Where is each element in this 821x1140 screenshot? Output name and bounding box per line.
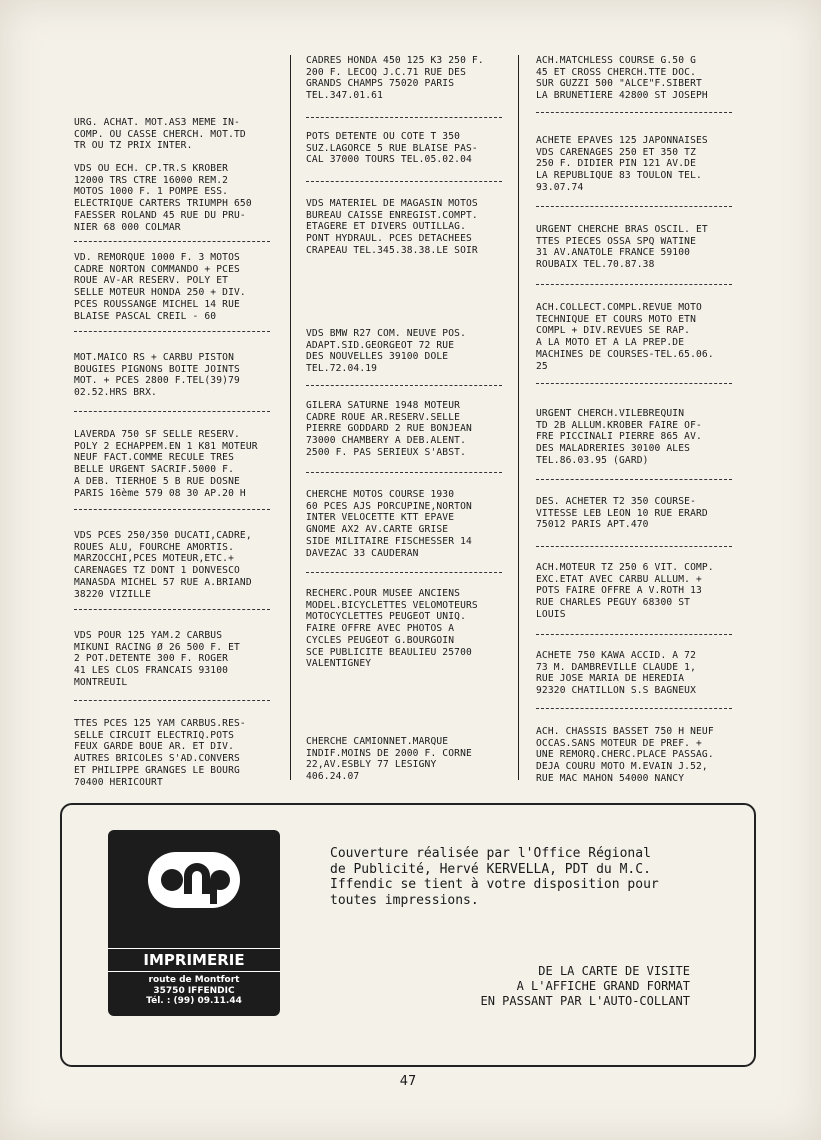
ad-separator: [536, 634, 732, 635]
logo-address-line: route de Montfort: [148, 975, 240, 985]
classified-ad: ACH.MOTEUR TZ 250 6 VIT. COMP. EXC.ETAT AVEC CARBU ALLUM. + POTS FAIRE OFFRE A V.ROTH 13 RUE CHARLES PEGUY 68300 ST LOUIS: [536, 562, 714, 620]
cover-credits: Couverture réalisée par l'Office Régional de Publicité, Hervé KERVELLA, PDT du M.C. Iffendic se tient à votre disposition pour toutes impressions.: [330, 846, 659, 908]
classified-ad: POTS DETENTE OU COTE T 350 SUZ.LAGORCE 5 RUE BLAISE PAS- CAL 37000 TOURS TEL.05.02.04: [306, 131, 478, 166]
classified-ad: VDS PCES 250/350 DUCATI,CADRE, ROUES ALU, FOURCHE AMORTIS. MARZOCCHI,PCES MOTEUR,ETC.+ CARENAGES TZ DONT 1 DONVESCO MANASDA MICHEL 57 RUE A.BRIAND 38220 VIZILLE: [74, 530, 252, 600]
logo-title: IMPRIMERIE: [108, 948, 280, 972]
column-rule: [290, 55, 291, 780]
classified-ad: DES. ACHETER T2 350 COURSE- VITESSE LEB LEON 10 RUE ERARD 75012 PARIS APT.470: [536, 496, 708, 531]
orp-logo-icon: [148, 852, 240, 908]
ad-separator: [74, 241, 270, 242]
classified-ad: URGENT CHERCHE BRAS OSCIL. ET TTES PIECES OSSA SPQ WATINE 31 AV.ANATOLE FRANCE 59100 ROUBAIX TEL.70.87.38: [536, 224, 708, 271]
classified-ad: LAVERDA 750 SF SELLE RESERV. POLY 2 ECHAPPEM.EN 1 K81 MOTEUR NEUF FACT.COMME RECULE TRES BELLE URGENT SACRIF.5000 F. A DEB. TIERHOE 5 B RUE DOSNE PARIS 16ème 579 08 30 AP.20 H: [74, 429, 258, 499]
ad-separator: [306, 472, 502, 473]
classified-ad: VD. REMORQUE 1000 F. 3 MOTOS CADRE NORTON COMMANDO + PCES ROUE AV-AR RESERV. POLY ET SELLE MOTEUR HONDA 250 + DIV. PCES ROUSSANGE MICHEL 14 RUE BLAISE PASCAL CREIL - 60: [74, 252, 246, 322]
ad-separator: [74, 331, 270, 332]
classified-ad: URGENT CHERCH.VILEBREQUIN TD 2B ALLUM.KROBER FAIRE OF- FRE PICCINALI PIERRE 865 AV. DES MALADRERIES 30100 ALES TEL.86.03.95 (GARD): [536, 408, 702, 466]
ad-separator: [536, 479, 732, 480]
ad-separator: [536, 546, 732, 547]
ad-separator: [74, 700, 270, 701]
classified-ad: VDS MATERIEL DE MAGASIN MOTOS BUREAU CAISSE ENREGIST.COMPT. ETAGERE ET DIVERS OUTILLAG. PONT HYDRAUL. PCES DETACHEES CRAPEAU TEL.345.38.38.LE SOIR: [306, 198, 478, 256]
ad-separator: [536, 708, 732, 709]
classified-ad: CHERCHE MOTOS COURSE 1930 60 PCES AJS PORCUPINE,NORTON INTER VELOCETTE KTT EPAVE GNOME AX2 AV.CARTE GRISE SIDE MILITAIRE FISCHESSER 14 DAVEZAC 33 CAUDERAN: [306, 489, 472, 559]
ad-separator: [306, 117, 502, 118]
classified-ad: ACH.COLLECT.COMPL.REVUE MOTO TECHNIQUE ET COURS MOTO ETN COMPL + DIV.REVUES SE RAP. A LA MOTO ET A LA PREP.DE MACHINES DE COURSES-TEL.65.06. 25: [536, 302, 714, 372]
classified-ad: CHERCHE CAMIONNET.MARQUE INDIF.MOINS DE 2000 F. CORNE 22,AV.ESBLY 77 LESIGNY 406.24.07: [306, 736, 472, 783]
printer-tagline: DE LA CARTE DE VISITE A L'AFFICHE GRAND FORMAT EN PASSANT PAR L'AUTO-COLLANT: [480, 964, 690, 1008]
ad-separator: [306, 385, 502, 386]
classified-ad: TTES PCES 125 YAM CARBUS.RES- SELLE CIRCUIT ELECTRIQ.POTS FEUX GARDE BOUE AR. ET DIV. AUTRES BRICOLES S'AD.CONVERS ET PHILIPPE GRANGES LE BOURG 70400 HERICOURT: [74, 718, 246, 788]
classified-ad: ACHETE 750 KAWA ACCID. A 72 73 M. DAMBREVILLE CLAUDE 1, RUE JOSE MARIA DE HEREDIA 92320 CHATILLON S.S BAGNEUX: [536, 650, 696, 697]
ad-separator: [306, 181, 502, 182]
ad-separator: [74, 609, 270, 610]
classified-ad: CADRES HONDA 450 125 K3 250 F. 200 F. LECOQ J.C.71 RUE DES GRANDS CHAMPS 75020 PARIS TEL.347.01.61: [306, 55, 484, 102]
page-number: 47: [399, 1074, 417, 1089]
classified-ad: ACHETE EPAVES 125 JAPONNAISES VDS CARENAGES 250 ET 350 TZ 250 F. DIDIER PIN 121 AV.DE LA REPUBLIQUE 83 TOULON TEL. 93.07.74: [536, 135, 708, 193]
classified-ad: VDS POUR 125 YAM.2 CARBUS MIKUNI RACING Ø 26 500 F. ET 2 POT.DETENTE 300 F. ROGER 41 LES CLOS FRANCAIS 93100 MONTREUIL: [74, 630, 240, 688]
ad-separator: [536, 284, 732, 285]
logo-address-line: 35750 IFFENDIC: [153, 985, 235, 996]
ad-separator: [536, 206, 732, 207]
classified-ad: MOT.MAICO RS + CARBU PISTON BOUGIES PIGNONS BOITE JOINTS MOT. + PCES 2800 F.TEL(39)79 02.52.HRS BRX.: [74, 352, 240, 399]
logo-address-line: Tél. : (99) 09.11.44: [146, 996, 242, 1006]
ad-separator: [536, 383, 732, 384]
ad-separator: [74, 411, 270, 412]
classified-ad: ACH.MATCHLESS COURSE G.50 G 45 ET CROSS CHERCH.TTE DOC. SUR GUZZI 500 "ALCE"F.SIBERT LA BRUNETIERE 42800 ST JOSEPH: [536, 55, 708, 102]
ad-separator: [536, 112, 732, 113]
classified-ad: VDS OU ECH. CP.TR.S KROBER 12000 TRS CTRE 16000 REM.2 MOTOS 1000 F. 1 POMPE ESS. ELECTRIQUE CARTERS TRIUMPH 650 FAESSER ROLAND 45 RUE DU PRU- NIER 68 000 COLMAR: [74, 163, 252, 233]
classified-ad: ACH. CHASSIS BASSET 750 H NEUF OCCAS.SANS MOTEUR DE PREF. + UNE REMORQ.CHERC.PLACE PASSAG. DEJA COURU MOTO M.EVAIN J.52, RUE MAC MAHON 54000 NANCY: [536, 726, 714, 784]
printer-logo: [108, 830, 280, 1016]
classified-ad: RECHERC.POUR MUSEE ANCIENS MODEL.BICYCLETTES VELOMOTEURS MOTOCYCLETTES PEUGEOT UNIQ. FAIRE OFFRE AVEC PHOTOS A CYCLES PEUGEOT G.BOURGOIN SCE PUBLICITE BEAULIEU 25700 VALENTIGNEY: [306, 588, 478, 670]
classified-ad: GILERA SATURNE 1948 MOTEUR CADRE ROUE AR.RESERV.SELLE PIERRE GODDARD 2 RUE BONJEAN 73000 CHAMBERY A DEB.ALENT. 2500 F. PAS SERIEUX S'ABST.: [306, 400, 472, 458]
ad-separator: [74, 509, 270, 510]
logo-address: [108, 975, 280, 1007]
classified-ad: VDS BMW R27 COM. NEUVE POS. ADAPT.SID.GEORGEOT 72 RUE DES NOUVELLES 39100 DOLE TEL.72.04.19: [306, 328, 466, 375]
ad-separator: [306, 572, 502, 573]
classified-ad: URG. ACHAT. MOT.AS3 MEME IN- COMP. OU CASSE CHERCH. MOT.TD TR OU TZ PRIX INTER.: [74, 117, 246, 152]
